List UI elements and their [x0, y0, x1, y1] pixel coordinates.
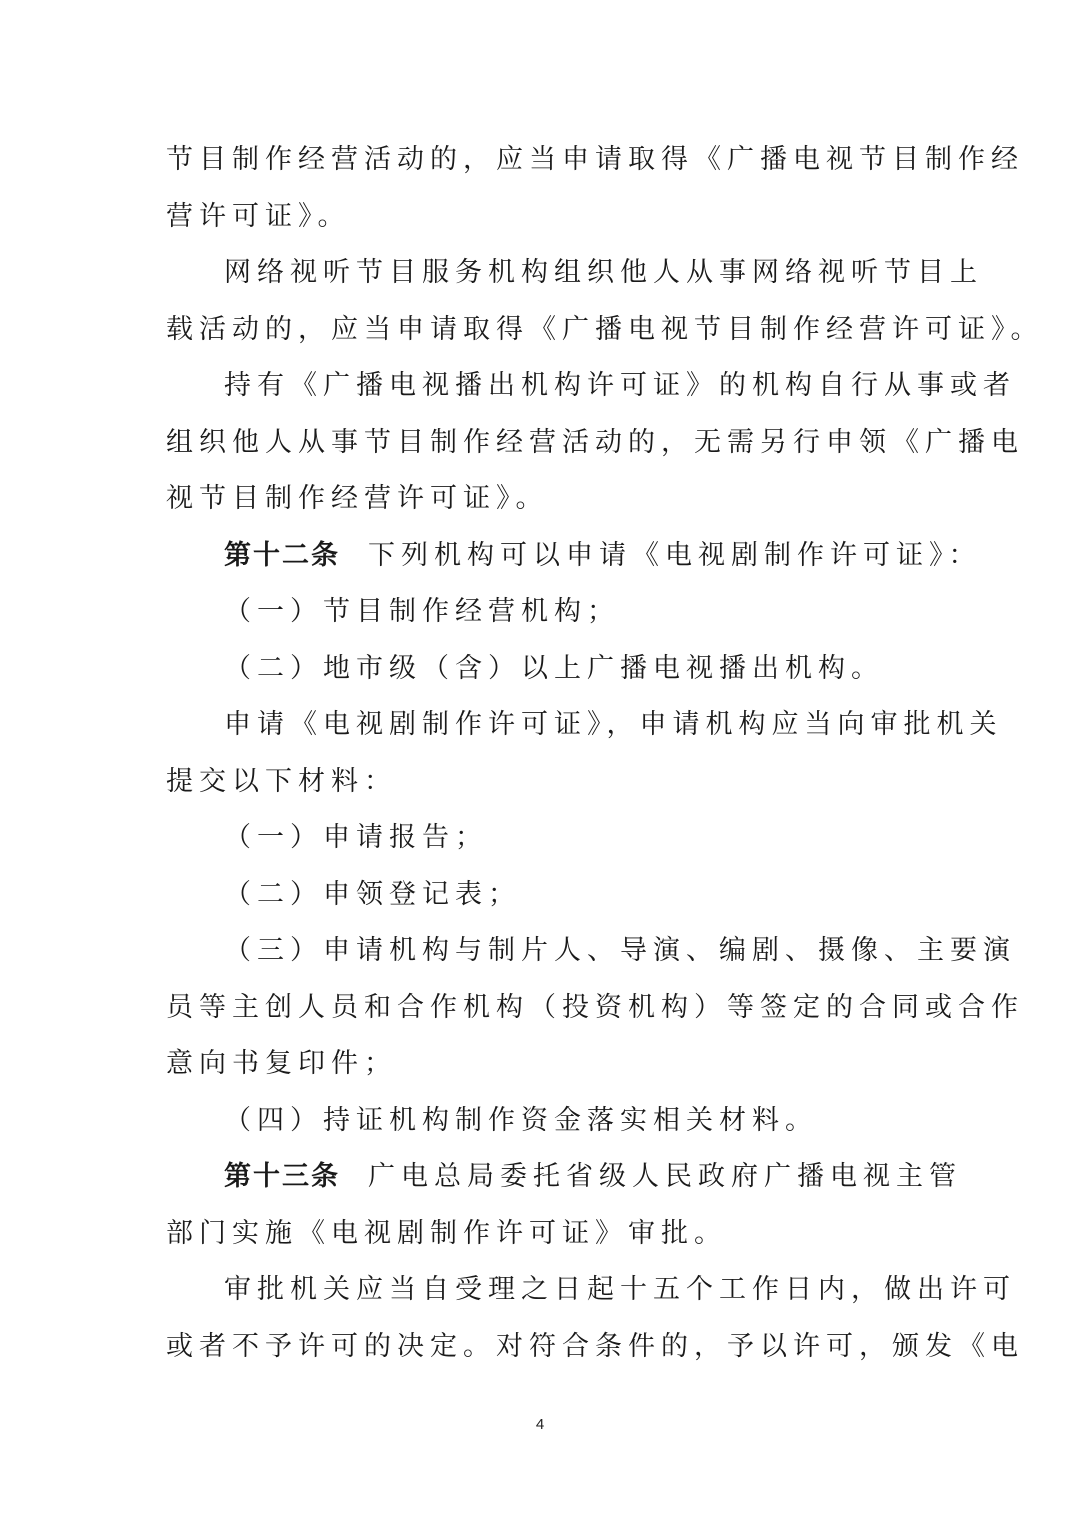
article-13-line — [166, 1149, 962, 1206]
text-line: 节目制作经营活动的，应当申请取得《广播电视节目制作经 — [166, 144, 1024, 175]
text-line: 载活动的，应当申请取得《广播电视节目制作经营许可证》。 — [166, 313, 1044, 345]
list-item: （一）申请报告； — [224, 822, 488, 853]
article-12-text: 下列机构可以申请《电视剧制作许可证》： — [368, 539, 982, 571]
paragraph-start: 审批机关应当自受理之日起十五个工作日内，做出许可 — [224, 1274, 1016, 1305]
list-item: （三）申请机构与制片人、导演、编剧、摄像、主要演 — [224, 935, 1016, 966]
list-item: （二）地市级（含）以上广播电视播出机构。 — [224, 652, 884, 684]
document-body — [166, 132, 1044, 1375]
list-item: （二）申领登记表； — [224, 878, 521, 910]
list-item: （一）节目制作经营机构； — [224, 596, 620, 627]
paragraph-start: 持有《广播电视播出机构许可证》的机构自行从事或者 — [224, 370, 1016, 401]
list-item: （四）持证机构制作资金落实相关材料。 — [224, 1104, 818, 1136]
paragraph-start: 申请《电视剧制作许可证》，申请机构应当向审批机关 — [224, 709, 1003, 740]
paragraph-start: 网络视听节目服务机构组织他人从事网络视听节目上 — [224, 257, 983, 288]
text-line: 意向书复印件； — [166, 1048, 397, 1079]
text-line: 组织他人从事节目制作经营活动的，无需另行申领《广播电 — [166, 426, 1024, 458]
text-line: 营许可证》。 — [166, 200, 351, 232]
text-line: 提交以下材料： — [166, 765, 397, 797]
article-13-heading: 第十三条 — [224, 1161, 340, 1192]
text-line: 员等主创人员和合作机构（投资机构）等签定的合同或合作 — [166, 991, 1024, 1023]
text-line: 部门实施《电视剧制作许可证》审批。 — [166, 1217, 727, 1249]
text-line: 视节目制作经营许可证》。 — [166, 483, 549, 514]
article-12-line — [166, 528, 982, 585]
page-number: 4 — [535, 1416, 545, 1433]
article-12-heading: 第十二条 — [224, 539, 340, 571]
article-13-text: 广电总局委托省级人民政府广播电视主管 — [368, 1161, 962, 1192]
text-line: 或者不予许可的决定。对符合条件的，予以许可，颁发《电 — [166, 1330, 1024, 1362]
